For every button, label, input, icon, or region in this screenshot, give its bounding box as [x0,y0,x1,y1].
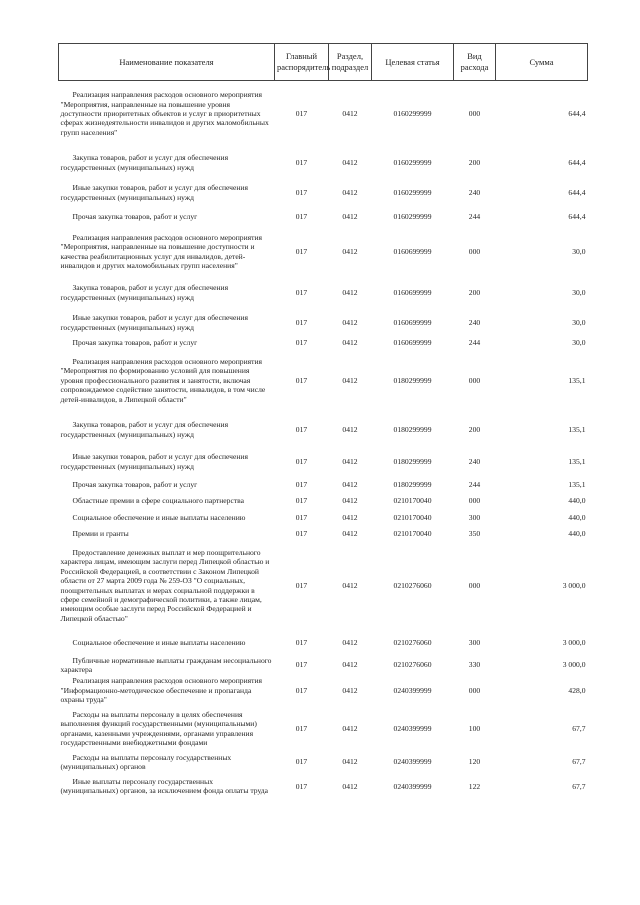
row-name [59,541,275,631]
row-statya: 0160299999 [393,211,432,221]
row-glavny: 017 [295,757,308,767]
row-razdel: 0412 [342,424,358,434]
table-row [59,349,588,413]
row-glavny: 017 [295,375,308,385]
row-glavny: 017 [295,637,308,647]
row-name [59,179,275,207]
row-name [59,527,275,541]
row-summa: 3 000,0 [562,637,586,647]
header-razdel: Раздел, подраздел [329,44,372,81]
table-row [59,509,588,527]
row-name-text: Премии и гранты [72,528,129,538]
row-glavny: 017 [295,495,308,505]
row-vid: 240 [468,317,481,327]
table-row [59,147,588,179]
table-row [59,752,588,773]
row-summa: 440,0 [568,495,586,505]
row-vid: 000 [468,109,481,119]
header-vid: Вид расхода [454,44,496,81]
row-razdel: 0412 [342,187,358,197]
table-row [59,179,588,207]
row-name-text: Иные закупки товаров, работ и услуг для обеспечения государственных (муниципальных) нужд [60,313,248,332]
row-statya: 0160699999 [393,337,432,347]
row-vid: 300 [468,512,481,522]
row-statya: 0180299999 [393,424,432,434]
table-row [59,541,588,631]
row-statya: 0210170040 [393,495,432,505]
row-razdel: 0412 [342,337,358,347]
row-razdel: 0412 [342,660,358,670]
row-summa: 135,1 [568,479,586,489]
row-name-text: Реализация направления расходов основного мероприятия "Мероприятия по формированию условий для повышения уровня профессионального развития и занятости, включая сопровождаемое содействие занятости, инвалидов, в том числе детей-инвалидов, в Липецкой области" [60,356,266,404]
row-name [59,706,275,752]
table-row [59,81,588,147]
row-statya: 0240399999 [393,685,432,695]
header-name: Наименование показателя [59,44,275,81]
row-summa: 440,0 [568,528,586,538]
row-statya: 0210276060 [393,580,432,590]
row-name [59,509,275,527]
row-summa: 30,0 [572,337,586,347]
row-summa: 67,7 [572,781,586,791]
row-vid: 100 [468,723,481,733]
row-summa: 67,7 [572,757,586,767]
row-glavny: 017 [295,723,308,733]
row-name-text: Расходы на выплаты персоналу государственных (муниципальных) органов [60,752,232,771]
row-statya: 0160699999 [393,287,432,297]
row-vid: 000 [468,375,481,385]
row-statya: 0240399999 [393,723,432,733]
row-name-text: Публичные нормативные выплаты гражданам несоциального характера [60,655,272,674]
row-vid: 244 [468,337,481,347]
row-vid: 000 [468,246,481,256]
row-razdel: 0412 [342,375,358,385]
row-summa: 428,0 [568,685,586,695]
budget-table [58,43,588,800]
table-row [59,493,588,509]
row-razdel: 0412 [342,246,358,256]
row-statya: 0210276060 [393,660,432,670]
row-name-text: Закупка товаров, работ и услуг для обеспечения государственных (муниципальных) нужд [60,153,229,172]
row-vid: 350 [468,528,481,538]
row-glavny: 017 [295,580,308,590]
row-name-text: Социальное обеспечение и иные выплаты населению [72,637,246,647]
row-statya: 0240399999 [393,781,432,791]
row-vid: 000 [468,580,481,590]
row-name-text: Реализация направления расходов основного мероприятия "Информационно-методическое обеспечение и пропаганда охраны труда" [60,676,263,705]
row-razdel: 0412 [342,495,358,505]
row-vid: 000 [468,685,481,695]
row-name-text: Реализация направления расходов основного мероприятия "Мероприятия, направленные на повышение доступности и качества реабилитационных услуг для инвалидов, детей-инвалидов и других маломобильных групп населения" [60,232,263,270]
table-row [59,207,588,227]
row-razdel: 0412 [342,685,358,695]
row-name [59,675,275,705]
row-statya: 0180299999 [393,375,432,385]
row-summa: 644,4 [568,157,586,167]
header-statya: Целевая статья [372,44,454,81]
row-vid: 244 [468,211,481,221]
row-summa: 440,0 [568,512,586,522]
row-glavny: 017 [295,337,308,347]
row-name [59,477,275,493]
row-razdel: 0412 [342,528,358,538]
row-glavny: 017 [295,317,308,327]
row-vid: 120 [468,757,481,767]
row-summa: 3 000,0 [562,580,586,590]
row-razdel: 0412 [342,287,358,297]
row-glavny: 017 [295,456,308,466]
row-name [59,655,275,676]
row-glavny: 017 [295,187,308,197]
row-name [59,631,275,655]
row-razdel: 0412 [342,109,358,119]
row-razdel: 0412 [342,757,358,767]
row-vid: 000 [468,495,481,505]
row-summa: 30,0 [572,317,586,327]
row-name [59,772,275,800]
row-glavny: 017 [295,211,308,221]
row-statya: 0160299999 [393,109,432,119]
row-razdel: 0412 [342,781,358,791]
row-razdel: 0412 [342,479,358,489]
row-name-text: Прочая закупка товаров, работ и услуг [72,479,198,489]
row-name-text: Предоставление денежных выплат и мер поощрительного характера лицам, имеющим заслуги перед Липецкой областью и Российской Федерацией, в соответствии с Законом Липецкой области от 27 марта 2009 года № 259-ОЗ "О социальных, поощрительных выплатах и мерах социальной поддержки в сфере семейной и демографической политики, а также лицам, имеющим особые заслуги перед Российской Федерацией и Липецкой областью" [60,547,270,623]
row-vid: 200 [468,287,481,297]
row-name-text: Иные закупки товаров, работ и услуг для обеспечения государственных (муниципальных) нужд [60,183,248,202]
row-vid: 300 [468,637,481,647]
row-vid: 122 [468,781,481,791]
table-row [59,277,588,309]
row-razdel: 0412 [342,211,358,221]
row-summa: 67,7 [572,723,586,733]
header-summa: Сумма [496,44,588,81]
row-vid: 240 [468,456,481,466]
row-name-text: Областные премии в сфере социального партнерства [72,495,245,505]
row-statya: 0210276060 [393,637,432,647]
row-glavny: 017 [295,781,308,791]
row-vid: 200 [468,157,481,167]
row-name [59,413,275,447]
row-name [59,337,275,349]
table-row [59,772,588,800]
row-vid: 200 [468,424,481,434]
row-statya: 0160699999 [393,246,432,256]
row-summa: 3 000,0 [562,660,586,670]
row-vid: 240 [468,187,481,197]
row-summa: 135,1 [568,424,586,434]
row-glavny: 017 [295,246,308,256]
row-razdel: 0412 [342,637,358,647]
row-glavny: 017 [295,109,308,119]
row-statya: 0160299999 [393,187,432,197]
table-row [59,227,588,277]
table-row [59,655,588,676]
row-summa: 30,0 [572,287,586,297]
row-name [59,81,275,147]
row-name-text: Прочая закупка товаров, работ и услуг [72,337,198,347]
table-row [59,413,588,447]
row-razdel: 0412 [342,580,358,590]
row-statya: 0180299999 [393,479,432,489]
row-name [59,207,275,227]
row-glavny: 017 [295,528,308,538]
table-row [59,527,588,541]
row-razdel: 0412 [342,157,358,167]
row-statya: 0240399999 [393,757,432,767]
row-glavny: 017 [295,287,308,297]
row-name [59,227,275,277]
row-vid: 244 [468,479,481,489]
row-razdel: 0412 [342,456,358,466]
row-statya: 0160699999 [393,317,432,327]
row-name [59,147,275,179]
row-statya: 0180299999 [393,456,432,466]
row-name [59,349,275,413]
row-razdel: 0412 [342,317,358,327]
row-glavny: 017 [295,660,308,670]
row-summa: 135,1 [568,456,586,466]
row-name-text: Закупка товаров, работ и услуг для обеспечения государственных (муниципальных) нужд [60,283,229,302]
table-row [59,309,588,337]
table-row [59,706,588,752]
row-statya: 0210170040 [393,512,432,522]
row-name-text: Закупка товаров, работ и услуг для обеспечения государственных (муниципальных) нужд [60,420,229,439]
row-name [59,309,275,337]
row-name-text: Реализация направления расходов основного мероприятия "Мероприятия, направленные на повышение уровня доступности приоритетных объектов и услуг в приоритетных сферах жизнедеятельности инвалидов и других маломобильных групп населения" [60,90,269,137]
row-name-text: Прочая закупка товаров, работ и услуг [72,211,198,221]
row-razdel: 0412 [342,512,358,522]
row-summa: 644,4 [568,187,586,197]
header-glavny: Главный распорядитель [275,44,329,81]
row-summa: 30,0 [572,246,586,256]
table-row [59,675,588,705]
row-name [59,447,275,477]
row-glavny: 017 [295,479,308,489]
row-vid: 330 [468,660,481,670]
row-statya: 0210170040 [393,528,432,538]
row-statya: 0160299999 [393,157,432,167]
row-name [59,277,275,309]
row-name-text: Расходы на выплаты персоналу в целях обеспечения выполнения функций государственными (муниципальными) органами, казенными учреждениями, органами управления государственными внебюджетными фондами [60,709,257,747]
row-name [59,752,275,773]
row-name-text: Социальное обеспечение и иные выплаты населению [72,512,246,522]
row-summa: 644,4 [568,211,586,221]
table-row [59,477,588,493]
row-name-text: Иные закупки товаров, работ и услуг для обеспечения государственных (муниципальных) нужд [60,452,248,471]
row-glavny: 017 [295,685,308,695]
row-glavny: 017 [295,512,308,522]
table-row [59,447,588,477]
row-summa: 644,4 [568,109,586,119]
row-glavny: 017 [295,424,308,434]
row-glavny: 017 [295,157,308,167]
row-razdel: 0412 [342,723,358,733]
table-row [59,337,588,349]
row-name-text: Иные выплаты персоналу государственных (муниципальных) органов, за исключением фонда оплаты труда [60,776,269,796]
row-summa: 135,1 [568,375,586,385]
row-name [59,493,275,509]
table-row [59,631,588,655]
table-header-row [59,44,588,81]
